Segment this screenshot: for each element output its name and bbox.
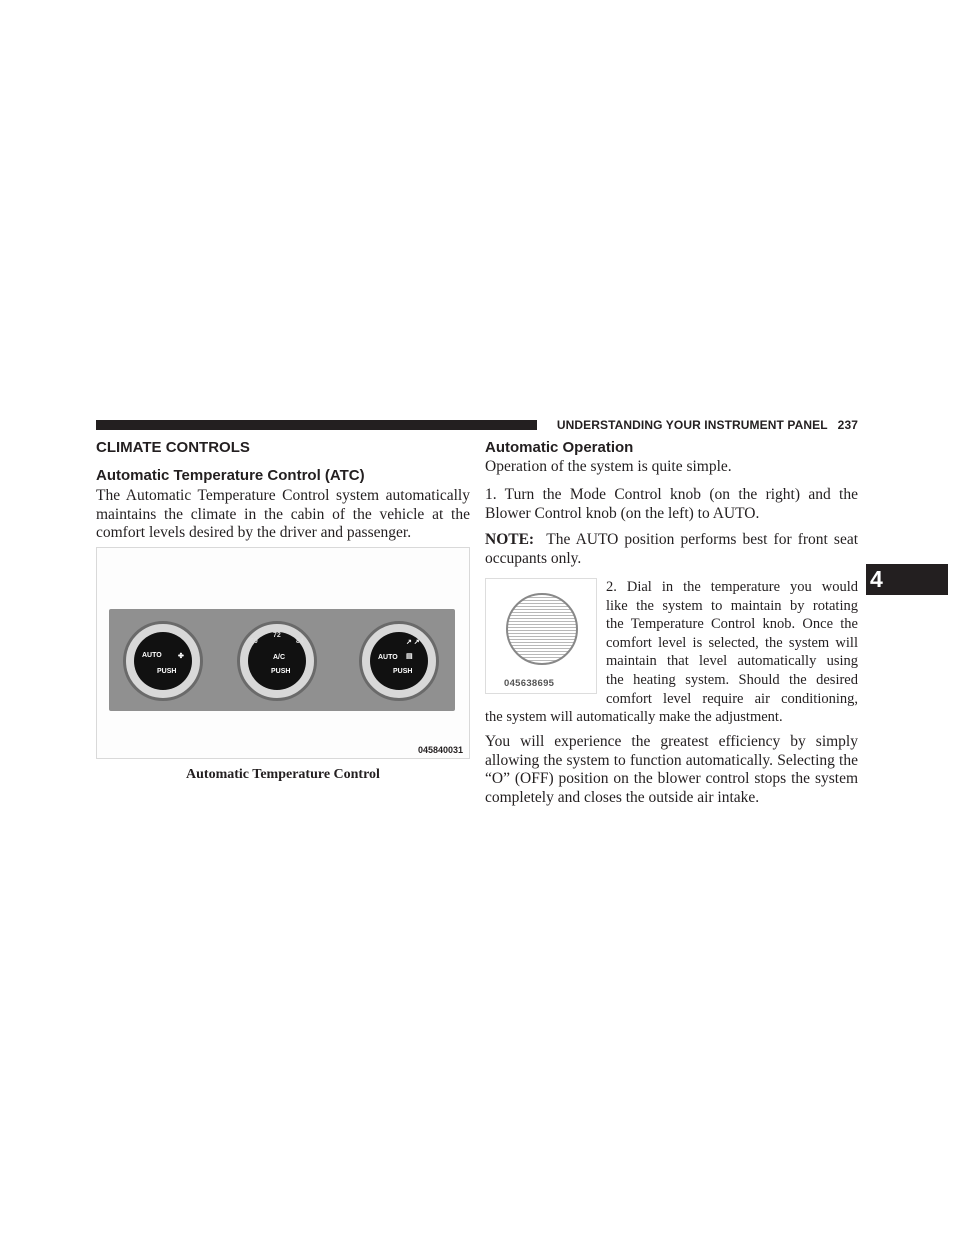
atc-figure <box>96 547 470 759</box>
knob-push-label: PUSH <box>393 668 413 675</box>
chapter-number: 4 <box>870 566 883 592</box>
step-2-tail: the system will automatically make the adjustment. <box>485 709 783 725</box>
knob-auto-label: AUTO <box>142 652 162 659</box>
knob-ac-label: A/C <box>273 654 286 661</box>
running-header <box>546 417 858 433</box>
figure-code: 045840031 <box>417 745 463 755</box>
knob-push-label: PUSH <box>271 668 291 675</box>
note-paragraph <box>485 531 858 568</box>
defrost-icon: ▤ <box>406 653 413 660</box>
page-number: 237 <box>837 418 858 432</box>
section-title: UNDERSTANDING YOUR INSTRUMENT PANEL <box>556 418 828 432</box>
step-2-line: like the system to maintain by rotating <box>606 597 858 614</box>
note-label: NOTE: <box>485 531 535 548</box>
step-2-wrapped-text <box>606 578 858 708</box>
header-rule <box>96 420 537 430</box>
temperature-dial-figure <box>485 578 597 694</box>
step-2-line: maintain that level automatically using <box>606 653 858 670</box>
temp-72-label: 72 <box>273 632 281 639</box>
knob-push-label: PUSH <box>157 668 177 675</box>
blower-control-knob <box>123 621 203 701</box>
intro-paragraph: Operation of the system is quite simple. <box>485 458 732 475</box>
step-1-paragraph: 1. Turn the Mode Control knob (on the right) and the Blower Control knob (on the left) to AUTO. <box>485 486 858 522</box>
closing-paragraph: You will experience the greatest efficiency by simply allowing the system to function automatically. Selecting the “O” (OFF) position on the blower control stops the system completely and closes the outside air intake. <box>485 733 858 806</box>
figure-caption: Automatic Temperature Control <box>186 767 380 782</box>
temp-60-label: 60 <box>250 638 258 645</box>
temp-84-label: 84 <box>296 638 304 645</box>
automatic-operation-heading: Automatic Operation <box>485 439 634 456</box>
atc-paragraph: The Automatic Temperature Control system automatically maintains the climate in the cabin of the vehicle at the comfort levels desired by the driver and passenger. <box>96 487 470 542</box>
small-figure-code: 045638695 <box>504 678 555 689</box>
knob-auto-label: AUTO <box>378 654 398 661</box>
fan-icon: ✤ <box>178 653 184 660</box>
step-2-line: comfort level require air conditioning, <box>606 690 858 707</box>
airflow-icon: ↗ ↗ <box>406 639 420 646</box>
step-2-line: the Temperature Control knob. Once the <box>606 616 858 633</box>
note-text: The AUTO position performs best for front seat occupants only. <box>485 531 859 567</box>
control-panel-image <box>109 609 455 711</box>
step-2-line: comfort level is selected, the system will <box>606 634 858 651</box>
chapter-tab <box>866 564 948 595</box>
temperature-control-knob <box>237 621 317 701</box>
subsection-heading: Automatic Temperature Control (ATC) <box>96 467 365 484</box>
mode-control-knob <box>359 621 439 701</box>
step-2-line: the heating system. Should the desired <box>606 671 858 688</box>
temperature-dial-image <box>506 593 578 665</box>
step-2-line: 2. Dial in the temperature you would <box>606 579 858 595</box>
section-heading: CLIMATE CONTROLS <box>96 439 250 456</box>
